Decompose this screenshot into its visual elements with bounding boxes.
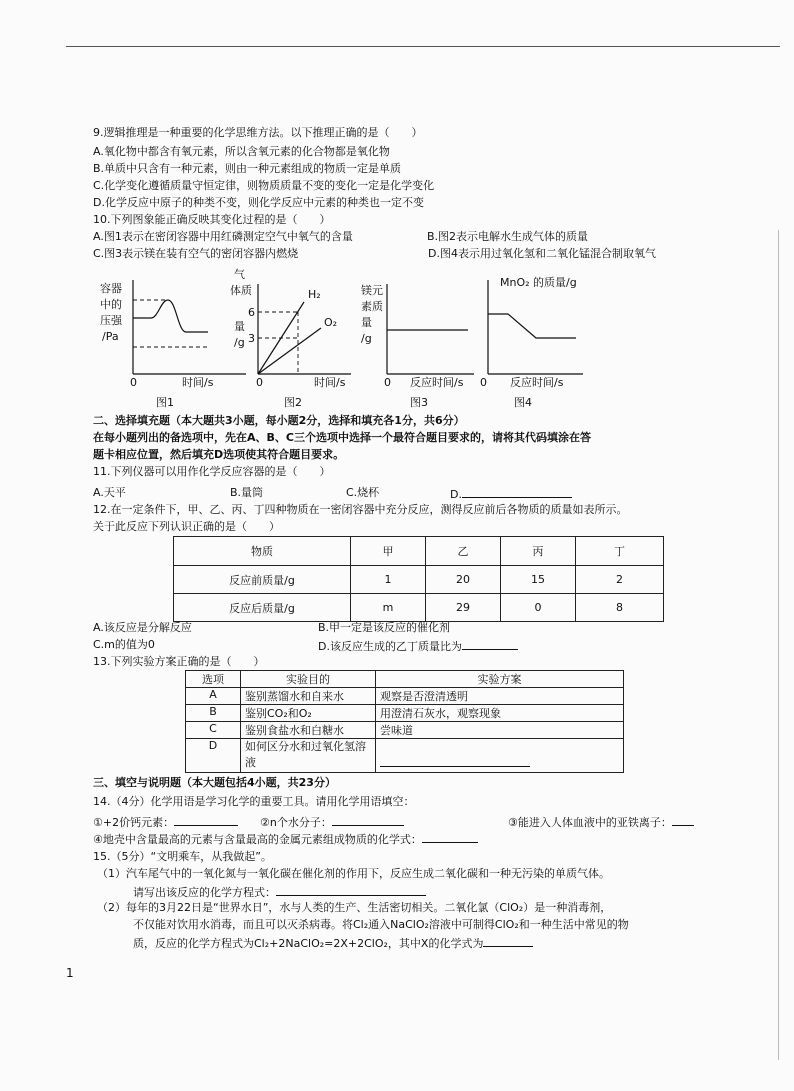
table-cell: 15 (501, 566, 576, 594)
table-header-cell: 丁 (576, 537, 664, 566)
fig1-ylabel-3: 压强 (100, 314, 122, 327)
q14-part-4: ④地壳中含量最高的元素与含量最高的金属元素组成物质的化学式： (93, 831, 478, 847)
fig1-ylabel-1: 容器 (100, 282, 122, 295)
fig2-origin: 0 (256, 376, 263, 389)
top-rule (66, 46, 780, 47)
table-header-cell: 物质 (174, 537, 351, 566)
table-cell: 2 (576, 566, 664, 594)
fig4-caption: 图4 (514, 396, 532, 409)
fig2-o2-line (258, 328, 321, 374)
table-cell: A (186, 688, 241, 705)
fig3-ylabel-1: 镁元 (361, 284, 383, 297)
q13-stem: 13.下列实验方案正确的是（ ） (93, 655, 265, 668)
fig3-ylabel-3: 量 (361, 316, 372, 329)
fig1-curve (133, 300, 208, 332)
table-cell: 8 (576, 594, 664, 622)
q14-blank-4[interactable] (422, 831, 478, 843)
section2-instruction-2: 题卡相应位置，然后填充D选项使其符合题目要求。 (93, 448, 345, 461)
table-header-cell: 甲 (351, 537, 426, 566)
table-cell: 20 (426, 566, 501, 594)
q11-option-c: C.烧杯 (346, 486, 380, 499)
fig3-ylabel-4: /g (361, 332, 372, 345)
q12-stem-2: 关于此反应下列认识正确的是（ ） (93, 520, 280, 533)
fig2-tick-3: 3 (248, 332, 255, 345)
table-header-cell: 丙 (501, 537, 576, 566)
fig3-ylabel-2: 素质 (361, 300, 383, 313)
fig2-caption: 图2 (284, 396, 302, 409)
q15-part-2a: （2）每年的3月22日是“世界水日”，水与人类的生产、生活密切相关。二氧化氯（ClO₂）是一种消毒剂， (97, 901, 612, 914)
q10-option-d: D.图4表示用过氧化氢和二氧化锰混合制取氧气 (428, 247, 656, 260)
fig3-origin: 0 (384, 376, 391, 389)
fig2-ylabel-3: 量 (234, 320, 245, 333)
table-header-cell: 乙 (426, 537, 501, 566)
table-cell: 尝味道 (376, 722, 624, 739)
right-binding-edge (778, 230, 779, 1060)
q11-option-d: D. (450, 486, 572, 502)
fig1-caption: 图1 (156, 396, 174, 409)
fig2-ylabel-4: /g (234, 336, 245, 349)
q15-part-2c: 质，反应的化学方程式为Cl₂+2NaClO₂=2X+2ClO₂，其中X的化学式为 (133, 935, 533, 951)
section2-instruction-1: 在每小题列出的备选项中，先在A、B、C三个选项中选择一个最符合题目要求的，请将其代码填涂在答 (93, 431, 591, 444)
q14-part-1: ①+2价钙元素： (93, 814, 238, 830)
q10-figures (96, 262, 706, 412)
fig1-xlabel: 时间/s (182, 376, 214, 389)
q14-blank-2[interactable] (332, 814, 404, 826)
table-cell: 用澄清石灰水，观察现象 (376, 705, 624, 722)
table-cell: D (186, 739, 241, 773)
fig4-ylabel: MnO₂ 的质量/g (500, 276, 577, 289)
table-cell: C (186, 722, 241, 739)
fig1-ylabel-4: /Pa (102, 330, 119, 343)
fig4-xlabel: 反应时间/s (510, 376, 564, 389)
q15-blank-1[interactable] (276, 884, 426, 896)
section3-title: 三、填空与说明题（本大题包括4小题，共23分） (93, 776, 336, 789)
q12-data-table (173, 536, 664, 622)
page-mark: 1 (66, 966, 74, 980)
q15-blank-2[interactable] (483, 935, 533, 947)
q15-part-1a: （1）汽车尾气中的一氧化氮与一氧化碳在催化剂的作用下，反应生成二氧化碳和一种无污染的单质气体。 (97, 867, 610, 880)
table-cell (376, 739, 624, 773)
fig2-h2-label: H₂ (308, 288, 321, 301)
q15-part-2b: 不仅能对饮用水消毒，而且可以灭杀病毒。将Cl₂通入NaClO₂溶液中可制得ClO₂和一种生活中常见的物 (133, 918, 629, 931)
table-header-row (174, 537, 664, 566)
section2-title: 二、选择填充题（本大题共3小题，每小题2分，选择和填充各1分，共6分） (93, 414, 465, 427)
q11-option-b: B.量筒 (230, 486, 264, 499)
q9-option-a: A.氧化物中都含有氧元素，所以含氧元素的化合物都是氧化物 (93, 145, 390, 158)
table-cell: 反应前质量/g (174, 566, 351, 594)
fig1-origin: 0 (130, 376, 137, 389)
table-row (186, 739, 624, 773)
table-header-cell: 实验方案 (376, 671, 624, 688)
table-header-cell: 实验目的 (241, 671, 376, 688)
q14-part-2: ②n个水分子： (260, 814, 404, 830)
fig3-caption: 图3 (410, 396, 428, 409)
q12-option-a: A.该反应是分解反应 (93, 621, 192, 634)
table-header-cell: 选项 (186, 671, 241, 688)
fig1-ylabel-2: 中的 (100, 298, 122, 311)
q14-blank-1[interactable] (174, 814, 238, 826)
fig2-ylabel-2: 体质 (230, 284, 252, 297)
q12-option-c: C.m的值为0 (93, 638, 155, 651)
q15-stem: 15.（5分）“文明乘车，从我做起”。 (93, 850, 272, 863)
table-row (174, 566, 664, 594)
q14-stem: 14.（4分）化学用语是学习化学的重要工具。请用化学用语填空： (93, 795, 415, 808)
fig4-origin: 0 (480, 376, 487, 389)
fig4-line (488, 314, 576, 338)
table-cell: B (186, 705, 241, 722)
q12-stem-1: 12.在一定条件下，甲、乙、丙、丁四种物质在一密闭容器中充分反应，测得反应前后各物质的质量如表所示。 (93, 503, 628, 516)
q12-option-d: D.该反应生成的乙丁质量比为 (318, 638, 518, 654)
table-cell: 如何区分水和过氧化氢溶液 (241, 739, 376, 773)
fig2-o2-label: O₂ (324, 316, 338, 329)
q9-option-b: B.单质中只含有一种元素，则由一种元素组成的物质一定是单质 (93, 162, 402, 175)
q14-part-3: ③能进入人体血液中的亚铁离子： (508, 814, 694, 830)
table-cell: 鉴别蒸馏水和自来水 (241, 688, 376, 705)
q10-option-c: C.图3表示镁在装有空气的密闭容器内燃烧 (93, 247, 299, 260)
q10-option-a: A.图1表示在密闭容器中用红磷测定空气中氧气的含量 (93, 230, 353, 243)
fig3-xlabel: 反应时间/s (410, 376, 464, 389)
table-cell: 29 (426, 594, 501, 622)
table-cell: 鉴别CO₂和O₂ (241, 705, 376, 722)
table-cell: 观察是否澄清透明 (376, 688, 624, 705)
q12-answer-blank[interactable] (462, 638, 518, 650)
table-header-row (186, 671, 624, 688)
table-cell: 反应后质量/g (174, 594, 351, 622)
q15-part-1b: 请写出该反应的化学方程式： (133, 884, 426, 900)
table-row (174, 594, 664, 622)
fig2-xlabel: 时间/s (314, 376, 346, 389)
table-cell: m (351, 594, 426, 622)
q14-blank-3[interactable] (672, 814, 694, 826)
q13-answer-blank[interactable] (380, 755, 530, 767)
table-row (186, 688, 624, 705)
q10-option-b: B.图2表示电解水生成气体的质量 (427, 230, 589, 243)
table-row (186, 722, 624, 739)
q9-option-d: D.化学反应中原子的种类不变，则化学反应中元素的种类也一定不变 (93, 196, 424, 209)
table-cell: 鉴别食盐水和白糖水 (241, 722, 376, 739)
table-cell: 0 (501, 594, 576, 622)
q11-option-a: A.天平 (93, 486, 126, 499)
fig2-tick-6: 6 (248, 306, 255, 319)
fig2-ylabel-1: 气 (234, 268, 245, 281)
q11-answer-blank[interactable] (462, 486, 572, 498)
q11-stem: 11.下列仪器可以用作化学反应容器的是（ ） (93, 465, 331, 478)
table-cell: 1 (351, 566, 426, 594)
q12-option-b: B.甲一定是该反应的催化剂 (318, 621, 451, 634)
q13-experiment-table (185, 670, 624, 773)
q9-option-c: C.化学变化遵循质量守恒定律，则物质质量不变的变化一定是化学变化 (93, 179, 435, 192)
table-row (186, 705, 624, 722)
q9-stem: 9.逻辑推理是一种重要的化学思维方法。以下推理正确的是（ ） (93, 126, 423, 139)
q10-stem: 10.下列图象能正确反映其变化过程的是（ ） (93, 213, 331, 226)
